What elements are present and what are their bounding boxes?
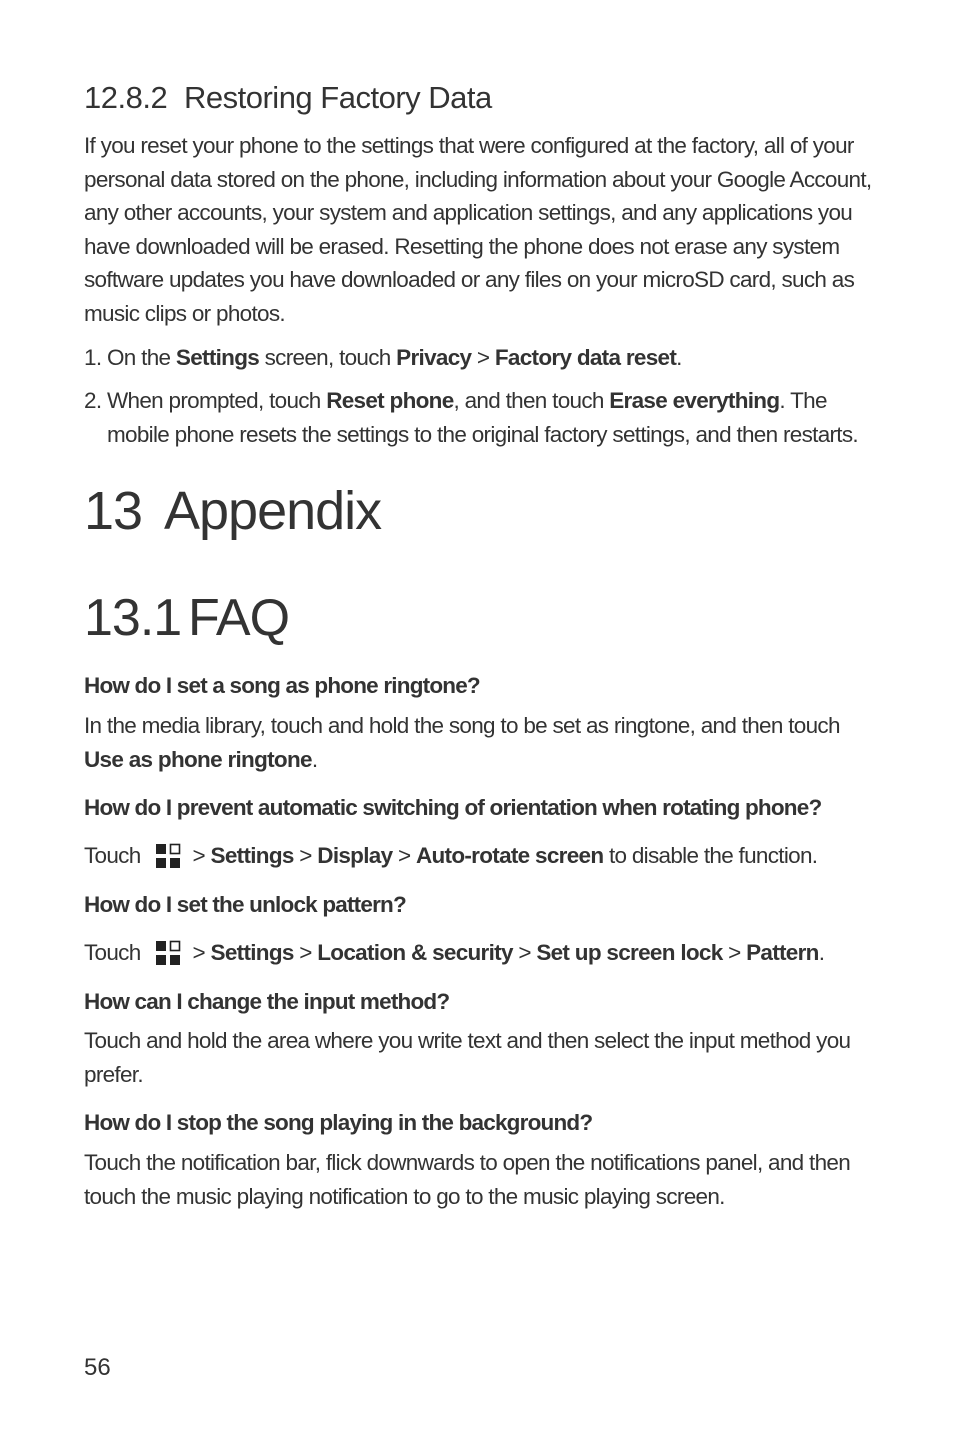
reset-phone-term: Reset phone xyxy=(326,388,454,413)
faq-title: FAQ xyxy=(188,589,290,647)
section-heading xyxy=(84,80,492,116)
privacy-term: Privacy xyxy=(396,345,472,370)
faq-heading xyxy=(84,588,289,648)
separator: > xyxy=(722,940,747,965)
separator: > xyxy=(512,940,537,965)
separator: > xyxy=(192,843,211,868)
step-2 xyxy=(84,384,874,451)
faq-question-4: How can I change the input method? xyxy=(84,989,450,1014)
display-term: Display xyxy=(317,843,393,868)
separator: > xyxy=(293,940,318,965)
settings-term: Settings xyxy=(210,843,294,868)
faq-question-2: How do I prevent automatic switching of orientation when rotating phone? xyxy=(84,795,822,820)
step-text-part: . The mobile phone resets the settings to the original factory settings, and then restarts. xyxy=(107,388,858,447)
separator: > xyxy=(293,843,318,868)
screen-lock-term: Set up screen lock xyxy=(536,940,723,965)
settings-term: Settings xyxy=(210,940,294,965)
factory-reset-term: Factory data reset xyxy=(494,345,677,370)
page-number: 56 xyxy=(84,1354,111,1381)
answer-text: . xyxy=(311,746,318,772)
faq-answer-4: Touch and hold the area where you write text and then select the input method you prefer. xyxy=(84,1028,851,1087)
chapter-heading xyxy=(84,480,381,542)
step-text-part: screen, touch xyxy=(259,345,397,370)
touch-word: Touch xyxy=(84,843,141,868)
faq-question-5: How do I stop the song playing in the background? xyxy=(84,1110,593,1135)
chapter-title: Appendix xyxy=(164,481,382,541)
step-number: 1. xyxy=(84,345,102,370)
step-text-part: . xyxy=(676,345,682,370)
chapter-number: 13 xyxy=(84,481,143,541)
faq-answer-2 xyxy=(84,839,817,873)
step-text-part: , and then touch xyxy=(453,388,610,413)
answer-text: In the media library, touch and hold the song to be set as ringtone, and then touch xyxy=(84,713,840,738)
location-security-term: Location & security xyxy=(317,940,513,965)
step-text-part: When prompted, touch xyxy=(107,388,327,413)
faq-answer-3 xyxy=(84,936,824,970)
separator: > xyxy=(392,843,416,868)
touch-word: Touch xyxy=(84,940,141,965)
erase-everything-term: Erase everything xyxy=(609,388,780,413)
faq-question-3: How do I set the unlock pattern? xyxy=(84,892,406,917)
applications-grid-icon xyxy=(155,940,181,966)
pattern-term: Pattern xyxy=(746,940,819,965)
faq-question-1: How do I set a song as phone ringtone? xyxy=(84,673,480,698)
section-intro: If you reset your phone to the settings that were configured at the factory, all of your personal data stored on the phone, including information about your Google Account, any other accounts, your system and application settings, and any applications you have downloaded will be erased. Resetting the phone does not erase any system software updates you have downloaded or any files on your microSD card, such as music clips or photos. xyxy=(84,133,872,326)
step-text xyxy=(107,384,874,451)
step-text-part: On the xyxy=(107,345,176,370)
answer-text: to disable the function. xyxy=(603,843,818,868)
answer-text: . xyxy=(818,940,825,965)
separator: > xyxy=(192,940,211,965)
applications-grid-icon xyxy=(155,843,181,869)
faq-answer-1 xyxy=(84,709,874,776)
faq-number: 13.1 xyxy=(84,589,182,647)
step-text-part: > xyxy=(471,345,495,370)
step-text xyxy=(107,341,874,375)
use-as-ringtone-term: Use as phone ringtone xyxy=(84,746,312,772)
section-number: 12.8.2 xyxy=(84,80,168,115)
section-title: Restoring Factory Data xyxy=(184,80,492,115)
step-number: 2. xyxy=(84,388,102,413)
auto-rotate-term: Auto-rotate screen xyxy=(415,843,604,868)
faq-answer-5: Touch the notification bar, flick downwards to open the notifications panel, and then touch the music playing notification to go to the music playing screen. xyxy=(84,1150,851,1209)
step-1 xyxy=(84,341,874,375)
settings-term: Settings xyxy=(175,345,260,370)
